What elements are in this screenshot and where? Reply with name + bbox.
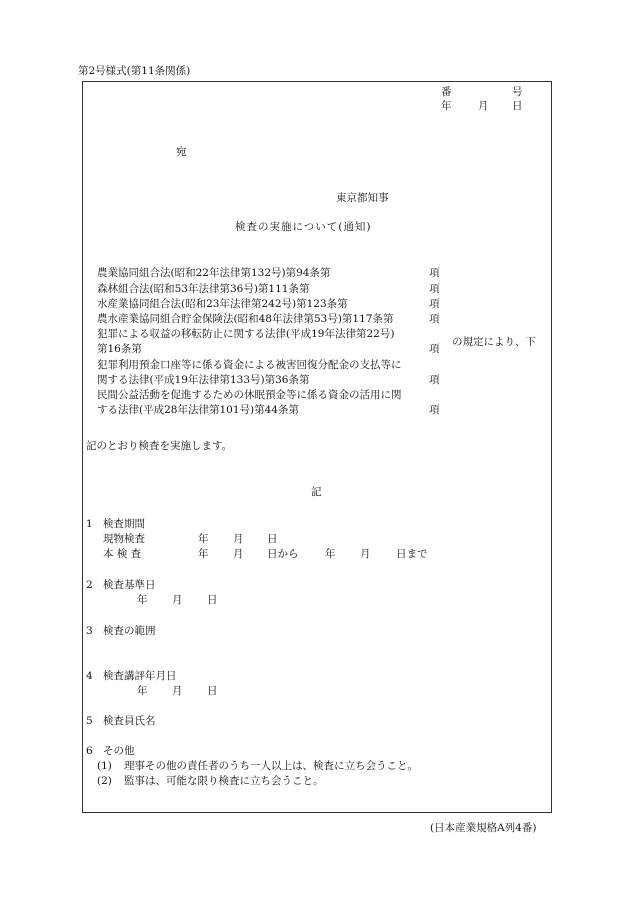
law-line: 第16条第 xyxy=(97,343,142,355)
paper-size-note: (日本産業規格A列4番) xyxy=(430,822,537,834)
date-year-label: 年 xyxy=(441,100,452,112)
onsite-inspection-label: 現物検査 xyxy=(103,533,145,545)
law-suffix: 項 xyxy=(429,343,440,355)
review-date-year: 年 xyxy=(137,685,148,697)
onsite-day: 日 xyxy=(267,533,278,545)
base-date-month: 月 xyxy=(172,594,183,606)
review-date-day: 日 xyxy=(207,685,218,697)
form-label: 第2号様式(第11条関係) xyxy=(78,65,191,77)
law-line: 水産業協同組合法(昭和23年法律第242号)第123条第 xyxy=(97,298,348,310)
other-item-number: (2) xyxy=(97,775,112,787)
section-6-label: その他 xyxy=(103,745,135,757)
date-day-label: 日 xyxy=(512,100,523,112)
sender-name: 東京都知事 xyxy=(336,192,389,204)
regulation-clause: の規定により、下 xyxy=(452,336,536,348)
law-line: 犯罪による収益の移転防止に関する法律(平成19年法律第22号) xyxy=(97,328,395,340)
intro-text: 記のとおり検査を実施します。 xyxy=(86,440,233,452)
law-suffix: 項 xyxy=(429,267,440,279)
section-5-number: 5 xyxy=(86,715,93,727)
base-date-year: 年 xyxy=(137,594,148,606)
law-suffix: 項 xyxy=(429,374,440,386)
law-suffix: 項 xyxy=(429,313,440,325)
other-item-number: (1) xyxy=(97,760,112,772)
law-suffix: 項 xyxy=(429,283,440,295)
law-line: 関する法律(平成19年法律第133号)第36条第 xyxy=(97,374,310,386)
section-1-label: 検査期間 xyxy=(103,518,145,530)
main-start-month: 月 xyxy=(233,548,244,560)
main-inspection-label: 本 検 査 xyxy=(103,548,142,560)
law-line: する法律(平成28年法律第101号)第44条第 xyxy=(97,404,299,416)
addressee-suffix: 宛 xyxy=(176,146,187,158)
law-line: 農水産業協同組合貯金保険法(昭和48年法律第53号)第117条第 xyxy=(97,313,394,325)
section-4-label: 検査講評年月日 xyxy=(103,670,177,682)
main-end-year: 年 xyxy=(325,548,336,560)
main-end-month: 月 xyxy=(360,548,371,560)
ki-heading: 記 xyxy=(311,486,322,498)
law-line: 農業協同組合法(昭和22年法律第132号)第94条第 xyxy=(97,267,331,279)
other-item-text: 理事その他の責任者のうち一人以上は、検査に立ち会うこと。 xyxy=(124,760,418,772)
main-start-year: 年 xyxy=(198,548,209,560)
law-line: 犯罪利用預金口座等に係る資金による被害回復分配金の支払等に xyxy=(97,359,402,371)
main-end-day: 日まで xyxy=(396,548,428,560)
base-date-day: 日 xyxy=(207,594,218,606)
section-2-number: 2 xyxy=(86,579,93,591)
section-3-label: 検査の範囲 xyxy=(103,625,156,637)
law-suffix: 項 xyxy=(429,404,440,416)
section-2-label: 検査基準日 xyxy=(103,579,156,591)
number-label-1: 番 xyxy=(441,86,452,98)
number-label-2: 号 xyxy=(512,86,523,98)
date-month-label: 月 xyxy=(478,100,489,112)
law-line: 森林組合法(昭和53年法律第36号)第111条第 xyxy=(97,283,310,295)
onsite-year: 年 xyxy=(198,533,209,545)
section-3-number: 3 xyxy=(86,625,93,637)
law-suffix: 項 xyxy=(429,298,440,310)
onsite-month: 月 xyxy=(233,533,244,545)
main-start-day: 日から xyxy=(267,548,299,560)
other-item-text: 監事は、可能な限り検査に立ち会うこと。 xyxy=(124,775,324,787)
law-line: 民間公益活動を促進するための休眠預金等に係る資金の活用に関 xyxy=(97,389,402,401)
section-1-number: 1 xyxy=(86,518,93,530)
section-6-number: 6 xyxy=(86,745,93,757)
section-4-number: 4 xyxy=(86,670,93,682)
review-date-month: 月 xyxy=(172,685,183,697)
document-title: 検査の実施について(通知) xyxy=(235,221,372,233)
section-5-label: 検査員氏名 xyxy=(103,715,156,727)
